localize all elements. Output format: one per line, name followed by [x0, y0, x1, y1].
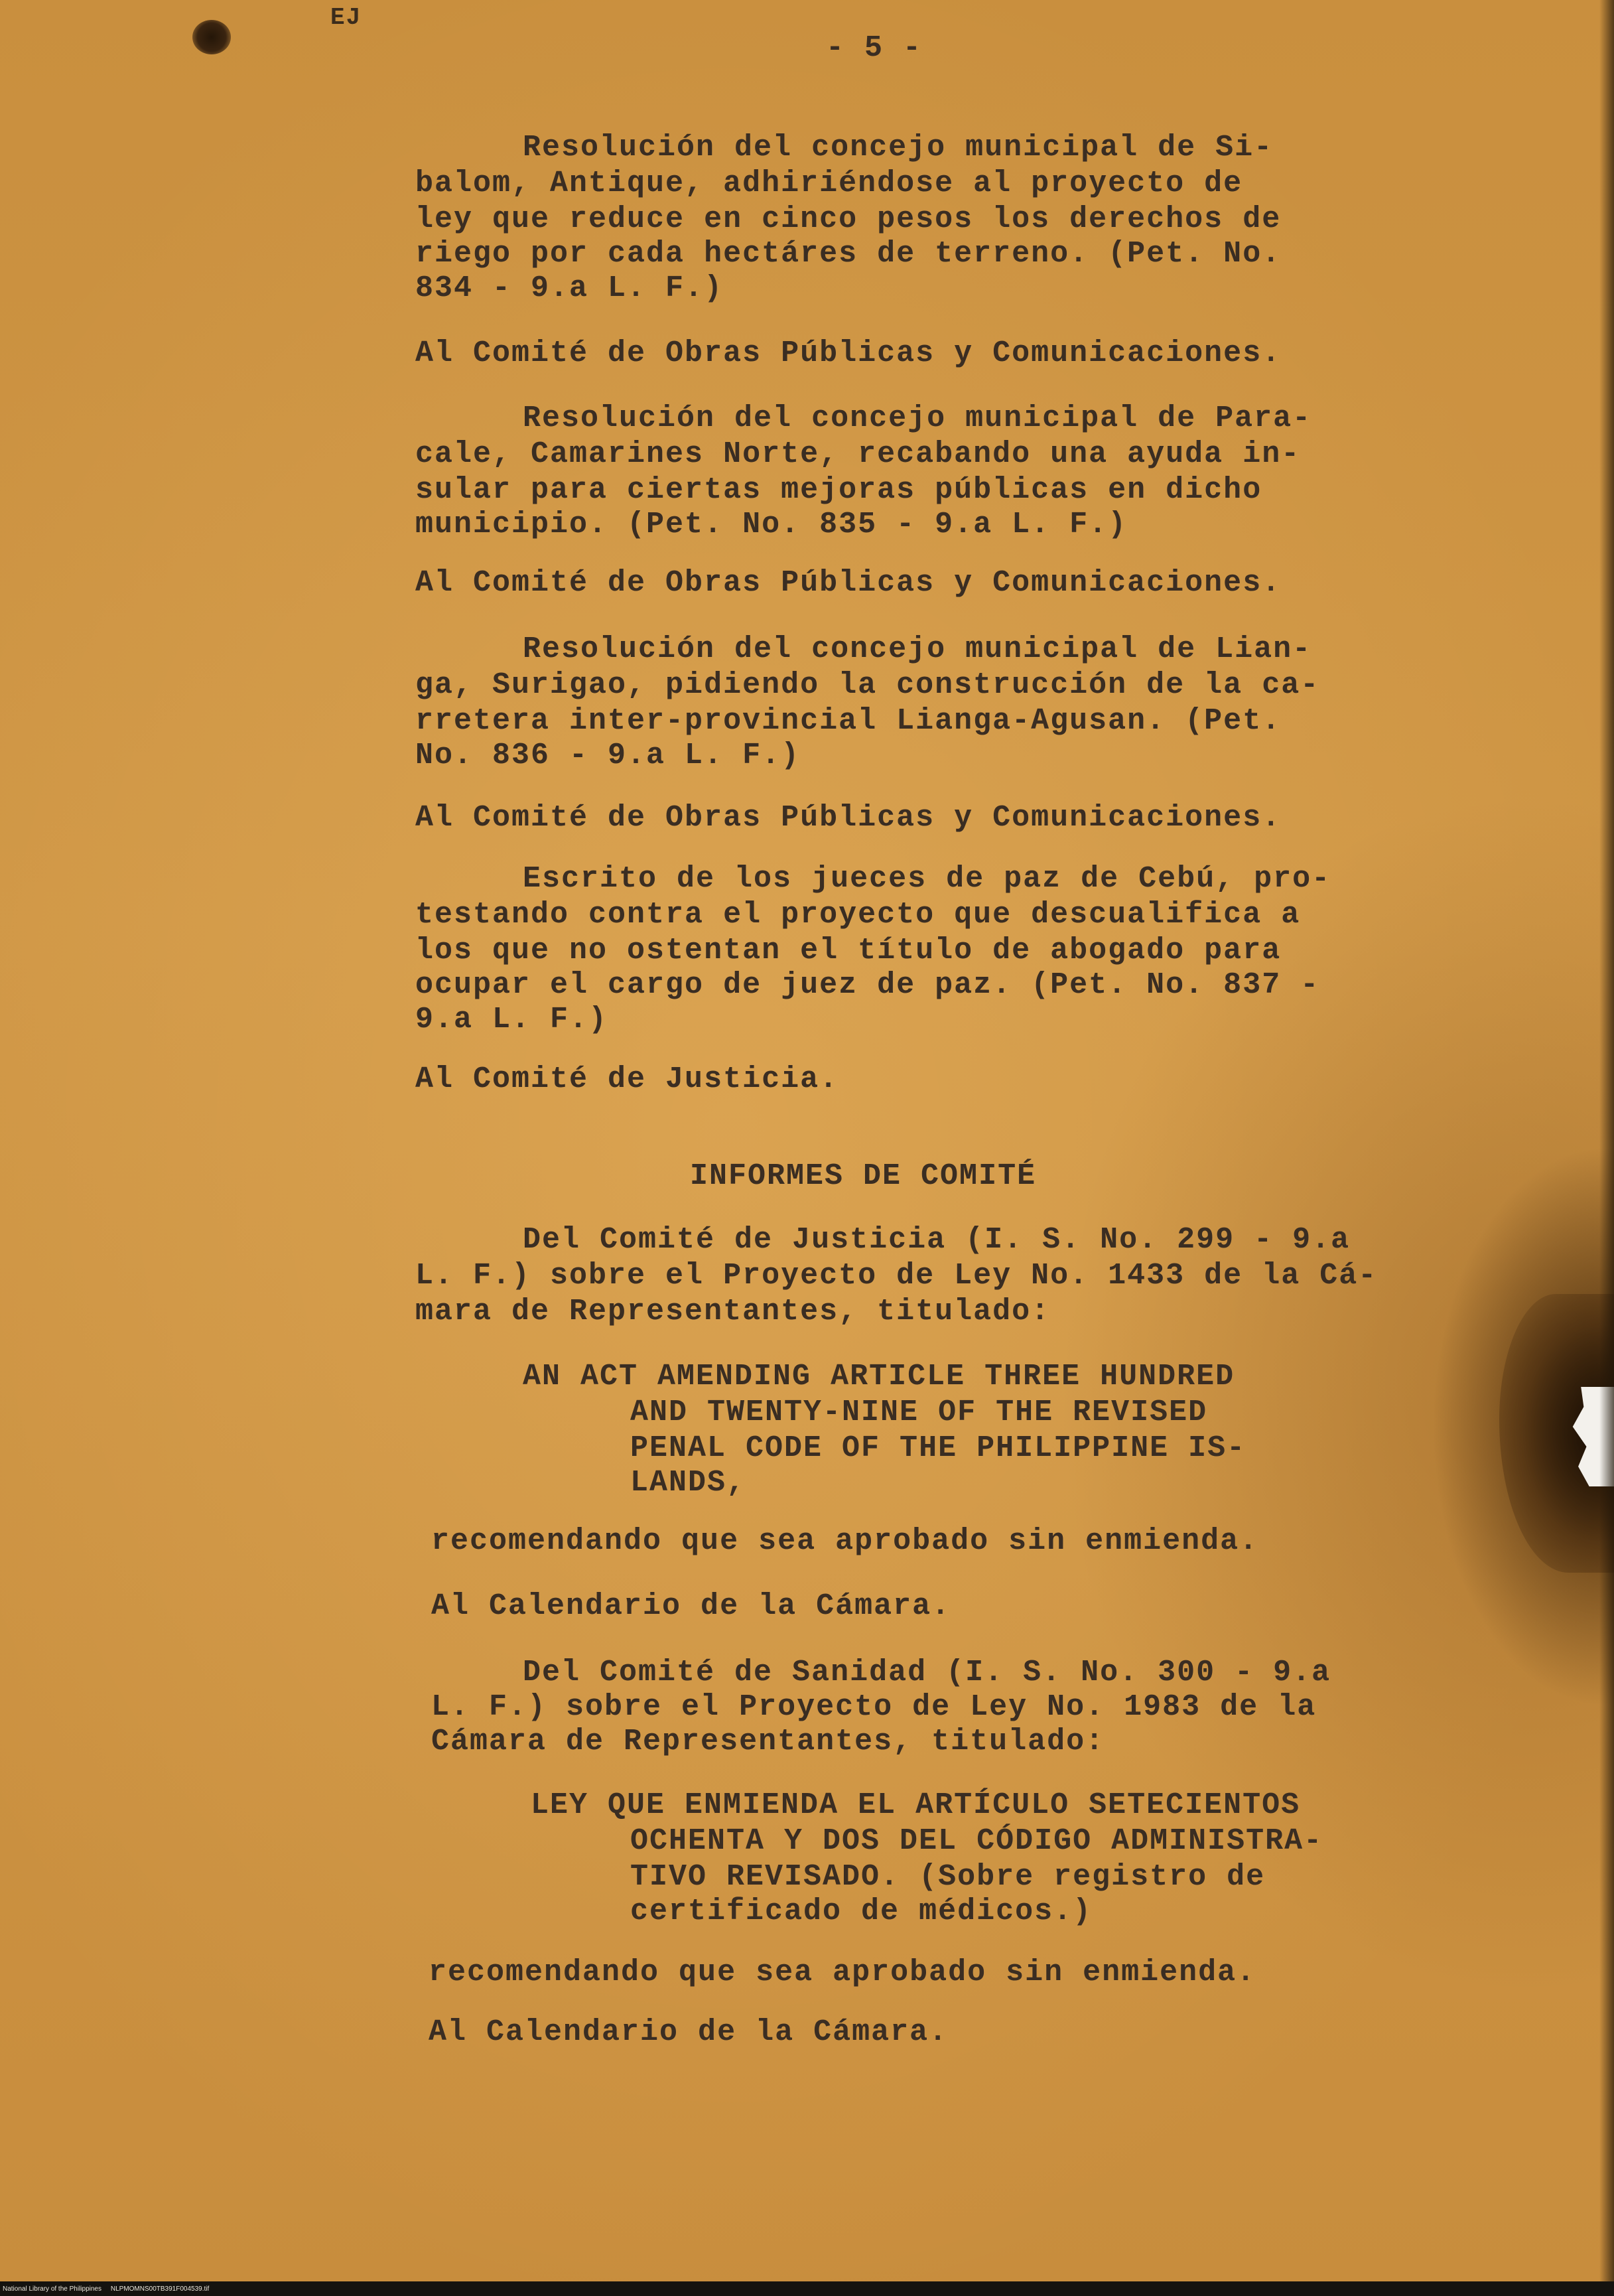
page-number: - 5 - — [826, 31, 923, 65]
petition-4-referral: Al Comité de Justicia. — [415, 1062, 839, 1096]
petition-4-line-5: 9.a L. F.) — [415, 1003, 608, 1037]
petition-1-line-3: ley que reduce en cinco pesos los derechos de — [415, 202, 1282, 236]
petition-1-referral: Al Comité de Obras Públicas y Comunicaciones. — [415, 336, 1282, 370]
report-1-intro-line-2: L. F.) sobre el Proyecto de Ley No. 1433 de la Cá- — [415, 1259, 1378, 1293]
petition-4-line-3: los que no ostentan el título de abogado para — [415, 934, 1282, 968]
page-edge-shadow — [1599, 0, 1614, 2296]
report-1-bill-title-line-3: PENAL CODE OF THE PHILIPPINE IS- — [630, 1431, 1246, 1465]
petition-3-line-3: rretera inter-provincial Lianga-Agusan. (Pet. — [415, 704, 1282, 738]
petition-2-line-2: cale, Camarines Norte, recabando una ayuda in- — [415, 437, 1301, 471]
report-1-bill-title-line-1: AN ACT AMENDING ARTICLE THREE HUNDRED — [523, 1360, 1235, 1394]
report-1-referral: Al Calendario de la Cámara. — [431, 1589, 951, 1623]
report-2-intro-line-3: Cámara de Representantes, titulado: — [431, 1725, 1105, 1758]
report-2-intro-line-2: L. F.) sobre el Proyecto de Ley No. 1983 de la — [431, 1690, 1317, 1724]
petition-2-line-4: municipio. (Pet. No. 835 - 9.a L. F.) — [415, 508, 1128, 541]
petition-1-line-2: balom, Antique, adhiriéndose al proyecto de — [415, 167, 1243, 200]
section-heading: INFORMES DE COMITÉ — [690, 1159, 1037, 1193]
petition-4-line-2: testando contra el proyecto que descualifica a — [415, 898, 1301, 932]
footer-bar — [0, 2281, 1614, 2296]
typist-initials: EJ — [330, 4, 362, 31]
report-1-bill-title-line-4: LANDS, — [630, 1466, 746, 1500]
petition-1-line-1: Resolución del concejo municipal de Si- — [523, 131, 1274, 165]
ink-spot — [192, 20, 231, 54]
petition-1-line-4: riego por cada hectáres de terreno. (Pet. No. — [415, 237, 1282, 271]
report-2-intro-line-1: Del Comité de Sanidad (I. S. No. 300 - 9.a — [523, 1656, 1331, 1689]
petition-3-line-1: Resolución del concejo municipal de Lian- — [523, 632, 1312, 666]
archive-footer: National Library of the Philippines NLPMOMNS00TB391F004539.tif — [3, 2285, 210, 2293]
report-2-recommendation: recomendando que sea aprobado sin enmienda. — [429, 1956, 1256, 1989]
petition-2-line-1: Resolución del concejo municipal de Para- — [523, 401, 1312, 435]
report-1-intro-line-1: Del Comité de Justicia (I. S. No. 299 - 9.a — [523, 1223, 1351, 1257]
petition-3-line-2: ga, Surigao, pidiendo la construcción de la ca- — [415, 668, 1320, 702]
report-2-bill-title-line-3: TIVO REVISADO. (Sobre registro de — [630, 1860, 1266, 1894]
report-1-bill-title-line-2: AND TWENTY-NINE OF THE REVISED — [630, 1396, 1208, 1429]
petition-4-line-1: Escrito de los jueces de paz de Cebú, pro- — [523, 862, 1331, 896]
report-2-bill-title-line-2: OCHENTA Y DOS DEL CÓDIGO ADMINISTRA- — [630, 1824, 1323, 1858]
petition-4-line-4: ocupar el cargo de juez de paz. (Pet. No. 837 - — [415, 968, 1320, 1002]
report-2-bill-title-line-4: certificado de médicos.) — [630, 1895, 1093, 1928]
petition-3-referral: Al Comité de Obras Públicas y Comunicaciones. — [415, 801, 1282, 835]
report-2-referral: Al Calendario de la Cámara. — [429, 2015, 949, 2049]
petition-2-line-3: sular para ciertas mejoras públicas en dicho — [415, 473, 1262, 507]
report-1-recommendation: recomendando que sea aprobado sin enmienda. — [431, 1524, 1259, 1558]
report-1-intro-line-3: mara de Representantes, titulado: — [415, 1295, 1051, 1328]
report-2-bill-title-line-1: LEY QUE ENMIENDA EL ARTÍCULO SETECIENTOS — [531, 1788, 1301, 1822]
petition-2-referral: Al Comité de Obras Públicas y Comunicaciones. — [415, 566, 1282, 600]
petition-3-line-4: No. 836 - 9.a L. F.) — [415, 739, 801, 772]
petition-1-line-5: 834 - 9.a L. F.) — [415, 271, 724, 305]
